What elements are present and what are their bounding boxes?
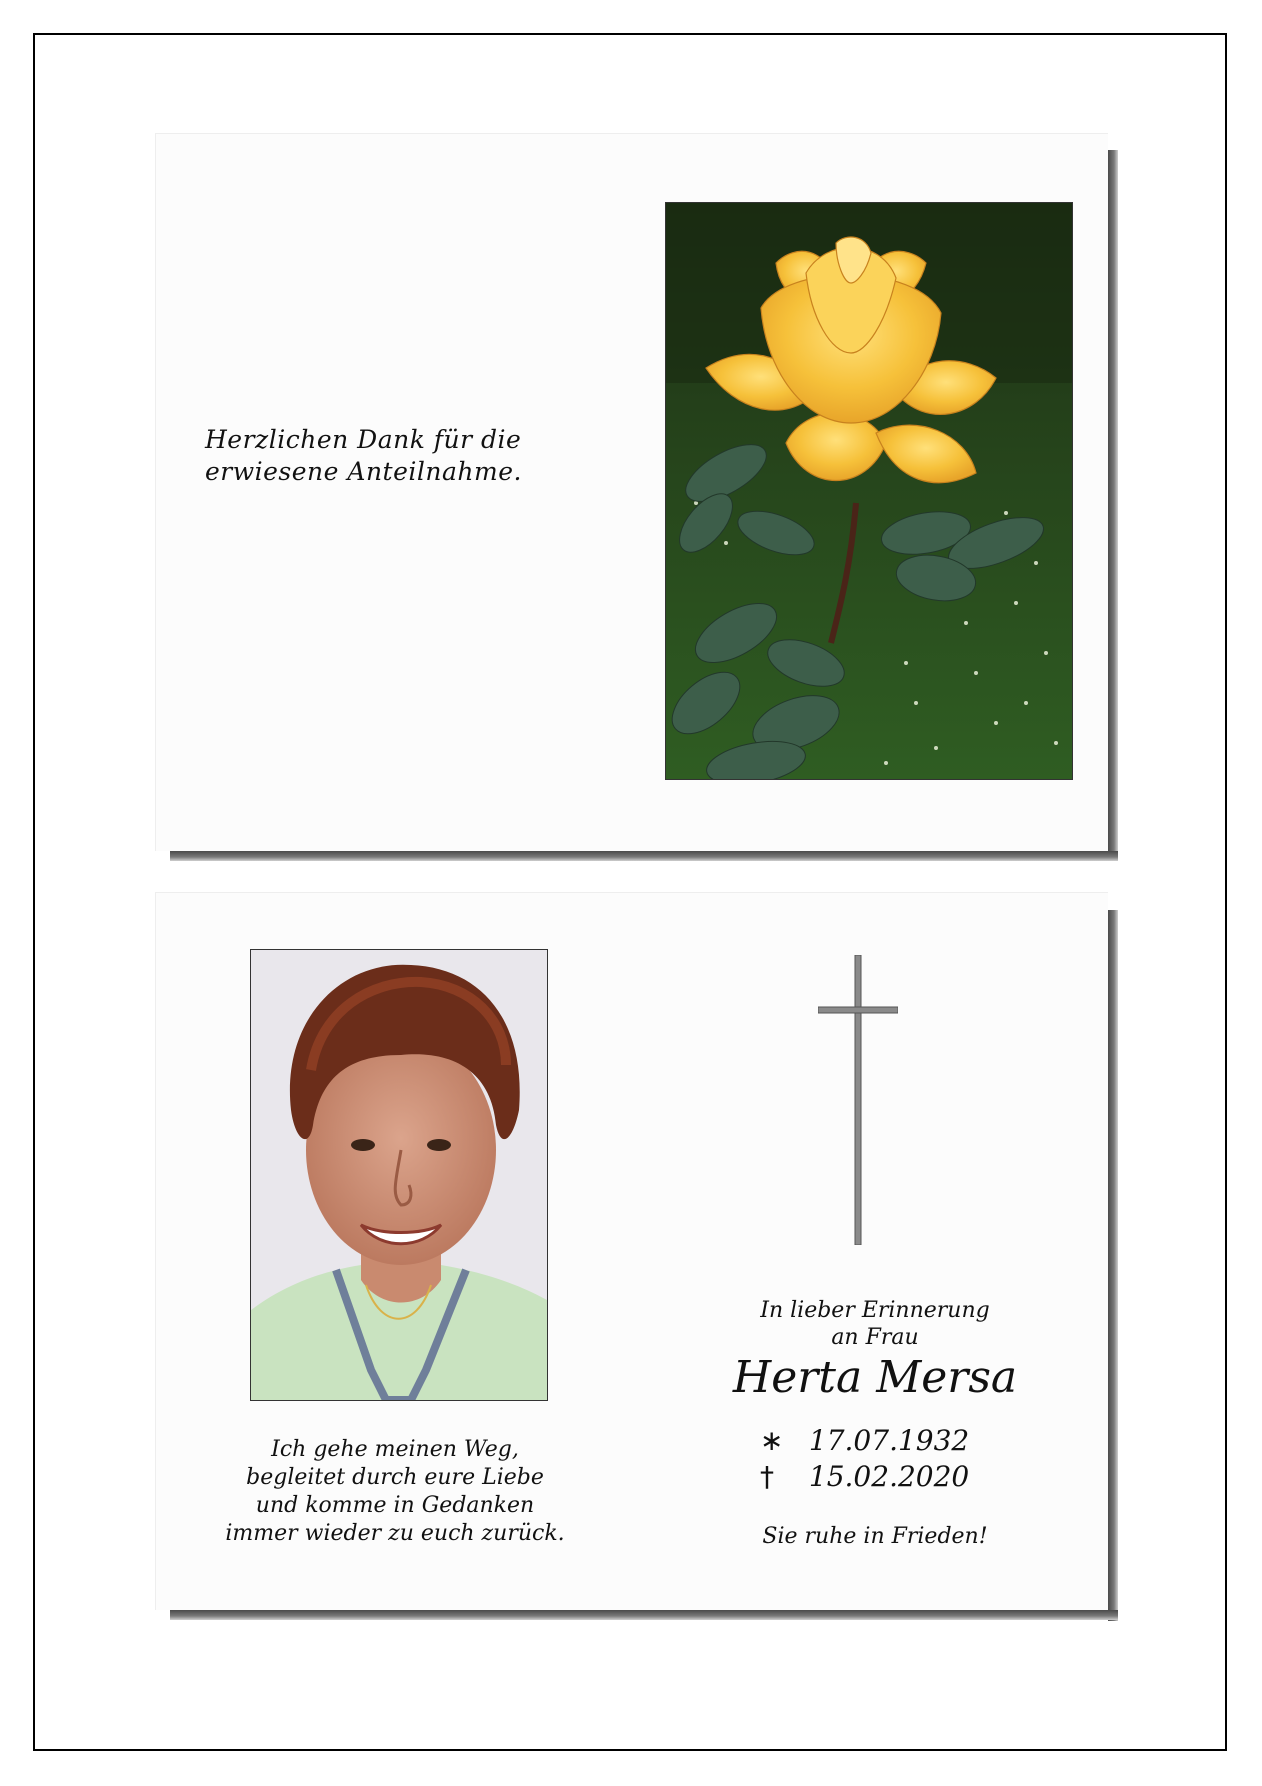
birth-date: 17.07.1932 (808, 1424, 970, 1457)
portrait-illustration (251, 950, 547, 1400)
memory-line-2: an Frau (831, 1325, 919, 1350)
rose-illustration (666, 203, 1072, 779)
birth-date-row (760, 1424, 969, 1458)
death-date-row (760, 1460, 969, 1494)
card-shadow-right (1108, 150, 1118, 861)
birth-star-icon: ∗ (760, 1424, 784, 1457)
card-shadow-bottom (170, 1610, 1118, 1620)
memory-heading (700, 1297, 1050, 1351)
card-shadow-right (1108, 910, 1118, 1621)
death-cross-icon: † (760, 1460, 774, 1493)
rose-photo (665, 202, 1073, 780)
cross-icon (818, 955, 898, 1245)
card-shadow-bottom (170, 851, 1118, 861)
closing-line: Sie ruhe in Frieden! (762, 1524, 988, 1549)
deceased-name: Herta Mersa (732, 1352, 1018, 1403)
memory-line-1: In lieber Erinnerung (760, 1298, 990, 1323)
memorial-poem: Ich gehe meinen Weg, begleitet durch eure Liebe und komme in Gedanken immer wieder zu euch zurück. (225, 1437, 565, 1546)
portrait-photo (250, 949, 548, 1401)
death-date: 15.02.2020 (808, 1460, 970, 1493)
thank-you-text: Herzlichen Dank für die erwiesene Anteilnahme. (205, 425, 522, 486)
